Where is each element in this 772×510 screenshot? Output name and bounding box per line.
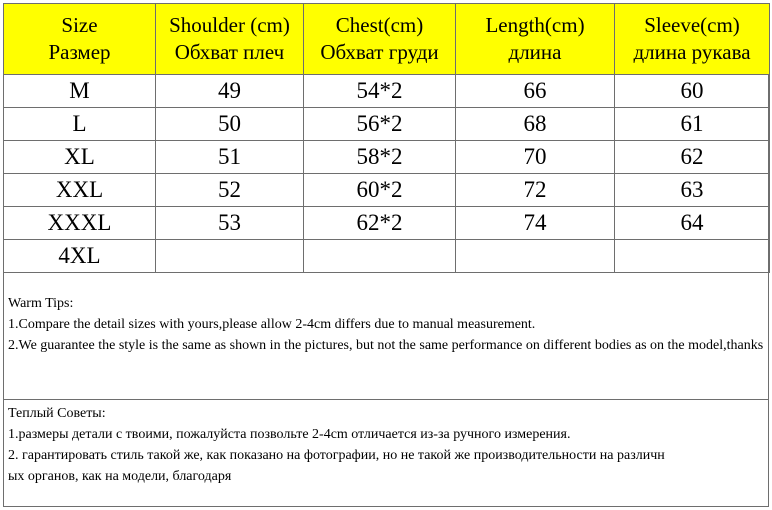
cell-shoulder: 51 — [156, 141, 304, 174]
size-table — [3, 3, 770, 273]
cell-size: XXL — [4, 174, 156, 207]
cell-chest: 54*2 — [304, 75, 456, 108]
cell-sleeve: 64 — [615, 207, 770, 240]
header-shoulder-en: Shoulder (cm) — [169, 13, 290, 37]
cell-length — [456, 240, 615, 273]
cell-length: 66 — [456, 75, 615, 108]
header-chest — [304, 4, 456, 75]
table-row — [4, 108, 770, 141]
header-length — [456, 4, 615, 75]
cell-size: L — [4, 108, 156, 141]
header-length-en: Length(cm) — [485, 13, 585, 37]
header-sleeve — [615, 4, 770, 75]
cell-chest: 56*2 — [304, 108, 456, 141]
cell-size: XL — [4, 141, 156, 174]
header-shoulder-ru: Обхват плеч — [174, 40, 285, 64]
header-sleeve-ru: длина рукава — [633, 40, 751, 64]
cell-sleeve: 63 — [615, 174, 770, 207]
cell-chest: 62*2 — [304, 207, 456, 240]
cell-length: 74 — [456, 207, 615, 240]
cell-size: 4XL — [4, 240, 156, 273]
cell-shoulder: 49 — [156, 75, 304, 108]
header-size-en: Size — [61, 13, 98, 37]
cell-shoulder — [156, 240, 304, 273]
cell-chest — [304, 240, 456, 273]
header-size-ru: Размер — [48, 40, 111, 64]
cell-length: 70 — [456, 141, 615, 174]
tips-line1-en: 1.Compare the detail sizes with yours,please allow 2-4cm differs due to manual measurement. — [8, 317, 536, 332]
warm-tips-english — [4, 293, 768, 400]
cell-size: M — [4, 75, 156, 108]
table-row — [4, 75, 770, 108]
cell-sleeve — [615, 240, 770, 273]
cell-shoulder: 52 — [156, 174, 304, 207]
cell-sleeve: 62 — [615, 141, 770, 174]
header-shoulder — [156, 4, 304, 75]
cell-chest: 60*2 — [304, 174, 456, 207]
header-length-ru: длина — [508, 40, 562, 64]
tips-line2-ru: 2. гарантировать стиль такой же, как показано на фотографии, но не такой же производительности на различн — [8, 448, 665, 463]
size-chart — [3, 3, 769, 507]
cell-sleeve: 60 — [615, 75, 770, 108]
tips-line1-ru: 1.размеры детали с твоими, пожалуйста позвольте 2-4cm отличается из-за ручного измерения. — [8, 427, 571, 442]
cell-chest: 58*2 — [304, 141, 456, 174]
table-row — [4, 174, 770, 207]
warm-tips-russian — [4, 400, 768, 506]
tips-line3-ru: ых органов, как на модели, благодаря — [8, 469, 232, 484]
header-chest-ru: Обхват груди — [320, 40, 439, 64]
tips-title-en: Warm Tips: — [8, 296, 74, 311]
cell-sleeve: 61 — [615, 108, 770, 141]
tips-line2-en: 2.We guarantee the style is the same as shown in the pictures, but not the same performance on different bodies as on the model,thanks — [8, 338, 764, 353]
cell-shoulder: 53 — [156, 207, 304, 240]
table-row — [4, 240, 770, 273]
header-sleeve-en: Sleeve(cm) — [644, 13, 740, 37]
table-row — [4, 207, 770, 240]
header-chest-en: Chest(cm) — [335, 13, 424, 37]
header-size — [4, 4, 156, 75]
cell-length: 68 — [456, 108, 615, 141]
cell-size: XXXL — [4, 207, 156, 240]
cell-length: 72 — [456, 174, 615, 207]
table-row — [4, 141, 770, 174]
cell-shoulder: 50 — [156, 108, 304, 141]
tips-title-ru: Теплый Советы: — [8, 406, 106, 421]
header-row — [4, 4, 770, 75]
